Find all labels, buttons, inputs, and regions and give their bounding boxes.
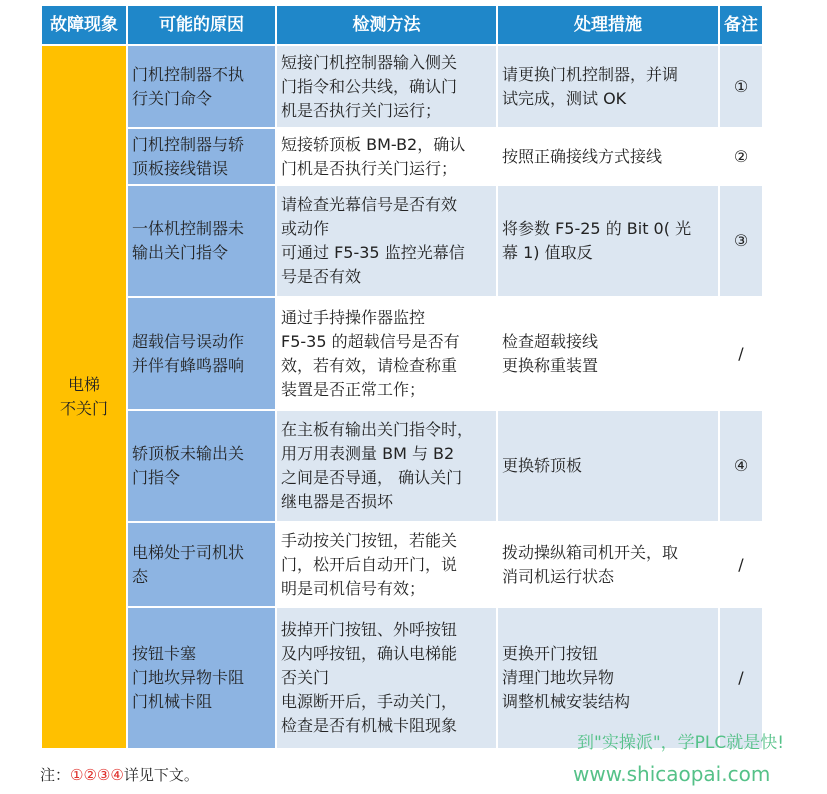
action-cell: 拨动操纵箱司机开关，取 消司机运行状态 <box>497 522 719 607</box>
note-cell: ① <box>719 45 763 128</box>
header-note: 备注 <box>719 5 763 45</box>
method-cell: 在主板有输出关门指令时， 用万用表测量 BM 与 B2 之间是否导通， 确认关门 继电器是否损坏 <box>276 410 497 522</box>
header-action: 处理措施 <box>497 5 719 45</box>
action-cell: 按照正确接线方式接线 <box>497 128 719 185</box>
table-row <box>41 297 763 410</box>
table-row <box>41 128 763 185</box>
note-cell: ④ <box>719 410 763 522</box>
method-cell: 请检查光幕信号是否有效 或动作 可通过 F5-35 监控光幕信 号是否有效 <box>276 185 497 297</box>
cause-cell: 一体机控制器未 输出关门指令 <box>127 185 276 297</box>
cause-cell: 按钮卡塞 门地坎异物卡阻 门机械卡阻 <box>127 607 276 749</box>
table-row <box>41 185 763 297</box>
table-header-row <box>41 5 763 45</box>
table-row <box>41 45 763 128</box>
footnote-marks: ①②③④ <box>70 766 124 784</box>
table-row <box>41 410 763 522</box>
cause-cell: 门机控制器与轿 顶板接线错误 <box>127 128 276 185</box>
cause-cell: 轿顶板未输出关 门指令 <box>127 410 276 522</box>
method-cell: 手动按关门按钮，若能关 门，松开后自动开门，说 明是司机信号有效； <box>276 522 497 607</box>
note-cell: ② <box>719 128 763 185</box>
action-cell: 请更换门机控制器，并调 试完成，测试 OK <box>497 45 719 128</box>
note-cell: / <box>719 522 763 607</box>
action-cell: 将参数 F5-25 的 Bit 0( 光 幕 1) 值取反 <box>497 185 719 297</box>
header-cause: 可能的原因 <box>127 5 276 45</box>
note-cell: ③ <box>719 185 763 297</box>
action-cell: 更换开门按钮 清理门地坎异物 调整机械安装结构 <box>497 607 719 749</box>
phenomenon-cell: 电梯 不关门 <box>41 45 127 749</box>
method-cell: 短接门机控制器输入侧关 门指令和公共线，确认门 机是否执行关门运行； <box>276 45 497 128</box>
header-phenomenon: 故障现象 <box>41 5 127 45</box>
watermark-url: www.shicaopai.com <box>573 762 771 786</box>
table-row <box>41 522 763 607</box>
cause-cell: 门机控制器不执 行关门命令 <box>127 45 276 128</box>
cause-cell: 超载信号误动作 并伴有蜂鸣器响 <box>127 297 276 410</box>
footnote-prefix: 注： <box>40 766 71 784</box>
method-cell: 拔掉开门按钮、外呼按钮 及内呼按钮，确认电梯能 否关门 电源断开后，手动关门， 检查是否有机械卡阻现象 <box>276 607 497 749</box>
cause-cell: 电梯处于司机状 态 <box>127 522 276 607</box>
action-cell: 检查超载接线 更换称重装置 <box>497 297 719 410</box>
method-cell: 短接轿顶板 BM-B2，确认 门机是否执行关门运行； <box>276 128 497 185</box>
note-cell: / <box>719 297 763 410</box>
note-cell: / <box>719 607 763 749</box>
footnote-suffix: 详见下文。 <box>123 766 199 784</box>
header-method: 检测方法 <box>276 5 497 45</box>
fault-table <box>40 4 764 750</box>
footnote <box>40 764 199 785</box>
method-cell: 通过手持操作器监控 F5-35 的超载信号是否有 效，若有效，请检查称重 装置是否正常工作； <box>276 297 497 410</box>
action-cell: 更换轿顶板 <box>497 410 719 522</box>
watermark-slogan: 到"实操派"，学PLC就是快! <box>577 733 785 753</box>
